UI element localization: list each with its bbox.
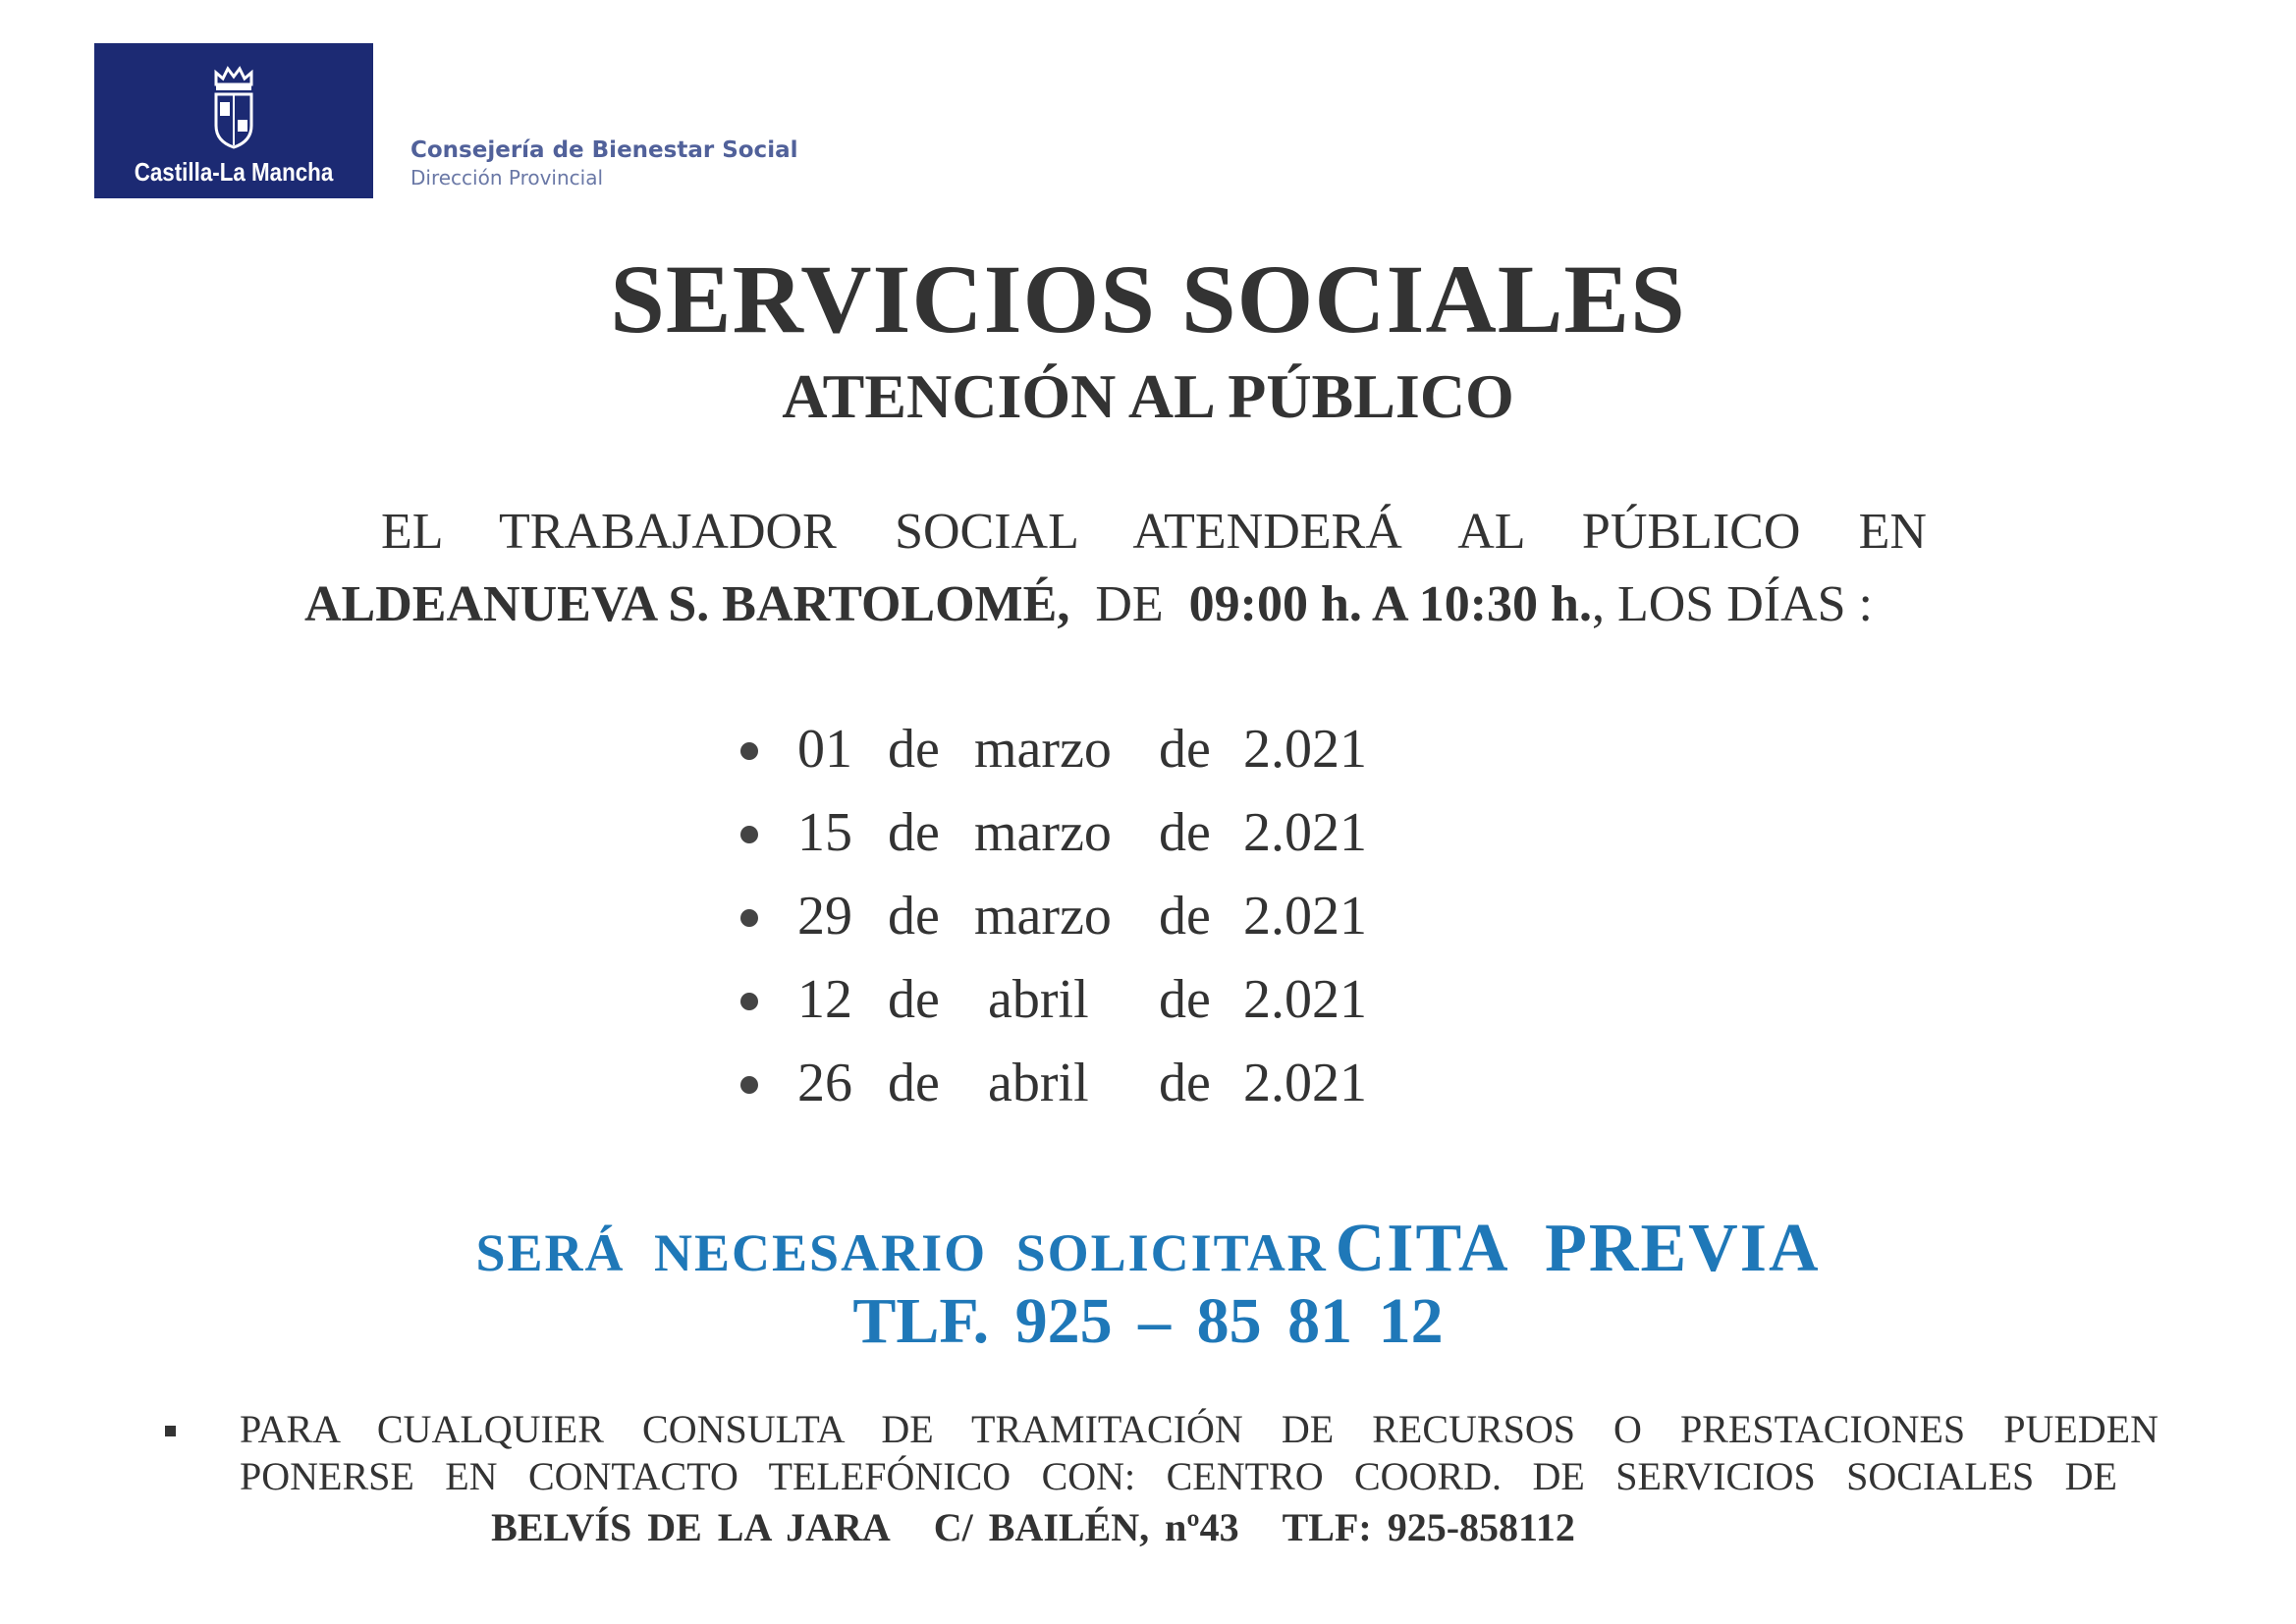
list-item: 15 de marzo de 2.021 [738,800,1367,884]
bullet-icon [740,909,758,927]
intro-line-1: EL TRABAJADOR SOCIAL ATENDERÁ AL PÚBLICO EN [381,504,1927,560]
footer-phone: TLF: 925-858112 [1282,1505,1575,1549]
bullet-icon [740,1076,758,1094]
intro-location: ALDEANUEVA S. BARTOLOMÉ, [304,576,1070,632]
intro-hours: 09:00 h. A 10:30 h. [1188,576,1592,632]
footer-line-3 [240,1504,1827,1551]
list-item: 29 de marzo de 2.021 [738,884,1367,967]
coat-of-arms-icon [208,65,259,149]
bullet-icon [740,742,758,760]
bullet-icon [740,826,758,843]
footer-line-2: PONERSE EN CONTACTO TELEFÓNICO CON: CENTRO COORD. DE SERVICIOS SOCIALES DE [240,1454,2117,1498]
appointment-prefix: SERÁ NECESARIO SOLICITAR [475,1223,1328,1282]
logo-text: Castilla-La Mancha [134,157,334,187]
list-item: 01 de marzo de 2.021 [738,717,1367,800]
footer-address: C/ BAILÉN, nº43 [933,1505,1239,1549]
bullet-icon [740,993,758,1010]
department-name: Consejería de Bienestar Social [410,137,798,163]
appointment-phone: TLF. 925 – 85 81 12 [852,1285,1444,1357]
intro-de: DE [1095,576,1164,632]
list-item: 26 de abril de 2.021 [738,1051,1367,1134]
footer-info [240,1406,2159,1551]
appointment-notice [0,1210,2296,1288]
intro-line-2 [304,575,2003,634]
list-item: 12 de abril de 2.021 [738,967,1367,1051]
department-header [410,135,797,190]
intro-los-dias: , LOS DÍAS : [1591,576,1873,632]
square-bullet-icon [165,1426,176,1436]
footer-place: BELVÍS DE LA JARA [491,1505,891,1549]
footer-line-1: PARA CUALQUIER CONSULTA DE TRAMITACIÓN DE RECURSOS O PRESTACIONES PUEDEN [240,1407,2159,1451]
appointment-highlight: CITA PREVIA [1335,1211,1821,1286]
logo-castilla-la-mancha [94,43,373,198]
department-subname: Dirección Provincial [410,166,604,189]
dates-list [738,717,1367,1134]
page-title: SERVICIOS SOCIALES [610,244,1686,353]
page-subtitle: ATENCIÓN AL PÚBLICO [782,361,1514,431]
